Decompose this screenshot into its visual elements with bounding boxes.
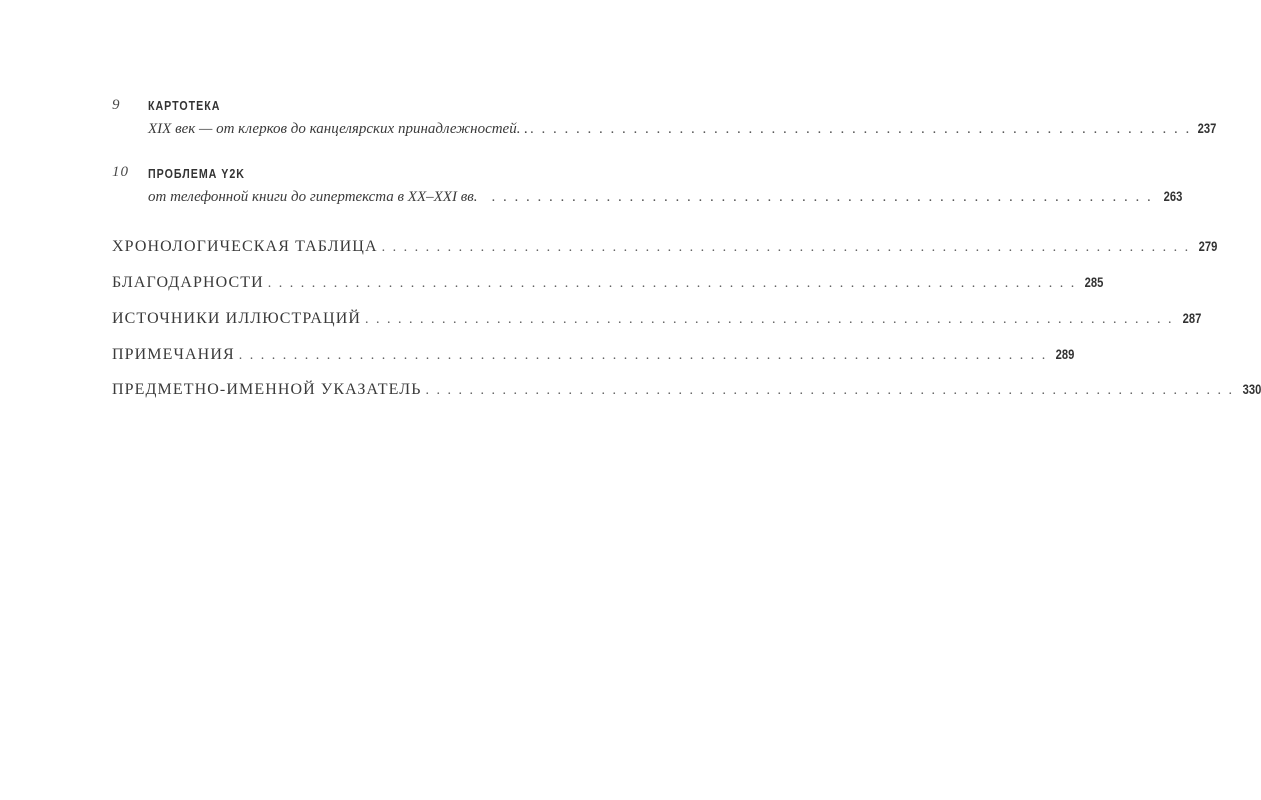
page-number: 285 <box>1084 274 1104 290</box>
section-title: ПРИМЕЧАНИЯ <box>112 346 235 363</box>
chapter-subtitle: от телефонной книги до гипертекста в XX–XXI вв. <box>148 189 478 205</box>
section-title: ИСТОЧНИКИ ИЛЛЮСТРАЦИЙ <box>112 310 361 327</box>
page-number: 237 <box>1197 120 1217 136</box>
chapter-title: КАРТОТЕКА <box>148 98 221 113</box>
toc-section-chronology <box>112 238 1218 256</box>
leader-dots <box>426 383 1235 399</box>
chapter-subtitle: XIX век — от клерков до канцелярских принадлежностей. . <box>148 121 528 137</box>
section-title: ХРОНОЛОГИЧЕСКАЯ ТАБЛИЦА <box>112 238 378 255</box>
toc-section-acknowledgements <box>112 274 1104 292</box>
toc-section-index <box>112 381 1261 399</box>
leader-dots <box>530 121 1191 138</box>
leader-dots <box>239 348 1048 364</box>
page-number: 330 <box>1242 381 1261 397</box>
chapter-title: ПРОБЛЕМА Y2K <box>148 166 246 181</box>
chapter-subtitle-row <box>148 120 1217 138</box>
chapter-subtitle-row <box>148 188 1183 206</box>
toc-section-notes <box>112 346 1075 364</box>
page-number: 263 <box>1163 188 1183 204</box>
page-number: 289 <box>1055 346 1075 362</box>
leader-dots <box>365 312 1174 328</box>
page-number: 287 <box>1182 310 1201 326</box>
chapter-number: 9 <box>112 97 121 113</box>
chapter-number: 10 <box>112 164 129 180</box>
section-title: БЛАГОДАРНОСТИ <box>112 274 264 291</box>
leader-dots <box>382 240 1191 256</box>
leader-dots <box>491 189 1152 206</box>
toc-section-illustration-sources <box>112 310 1201 328</box>
section-title: ПРЕДМЕТНО-ИМЕННОЙ УКАЗАТЕЛЬ <box>112 381 422 398</box>
page-number: 279 <box>1198 238 1218 254</box>
leader-dots <box>268 276 1077 292</box>
